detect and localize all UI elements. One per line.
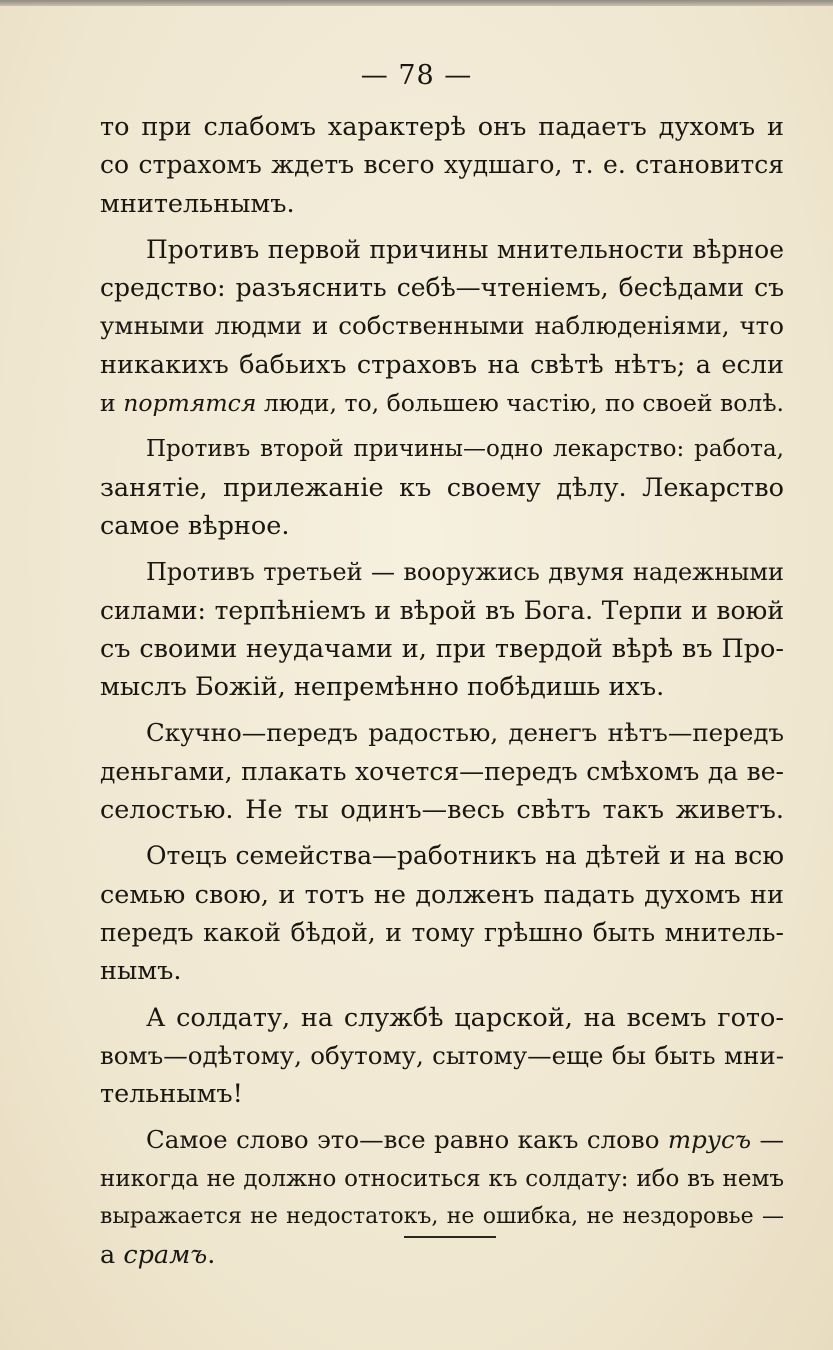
text-fragment: — [751, 1125, 784, 1155]
text-line: нымъ. [100, 956, 182, 987]
paragraph [100, 430, 784, 545]
text-line: Отецъ семейства—работникъ на дѣтей и на всю [146, 841, 784, 871]
text-fragment: Самое слово это—все равно какъ слово [146, 1125, 668, 1155]
text-line: семью свою, и тотъ не долженъ падать духомъ ни [100, 879, 784, 910]
text-fragment: люди, то, большею частію, по своей волѣ. [256, 389, 784, 418]
text-line: Противъ второй причины—одно лекарство: работа, [146, 436, 784, 463]
text-line: передъ какой бѣдой, и тому грѣшно быть мнитель- [100, 917, 784, 947]
paragraph [100, 837, 784, 990]
section-end-rule [404, 1236, 496, 1238]
text-line: выражается не недостатокъ, не ошибка, не нездоровье — [100, 1204, 784, 1230]
text-line: мнительнымъ. [100, 188, 295, 219]
paragraph [100, 231, 784, 422]
text-line [100, 1236, 784, 1274]
italic-emphasis: трусъ [667, 1125, 752, 1155]
text-fragment: . [207, 1240, 216, 1271]
text-line: со страхомъ ждетъ всего худшаго, т. е. становится [100, 150, 784, 180]
text-line: умными людми и собственными наблюденіями, что [100, 311, 784, 341]
text-line: Противъ первой причины мнительности вѣрное [146, 234, 784, 264]
text-line: мыслъ Божій, непремѣнно побѣдишь ихъ. [100, 672, 665, 703]
text-line: средство: разъяснить себѣ—чтеніемъ, бесѣдами съ [100, 273, 784, 303]
text-line: вомъ—одѣтому, обутому, сытому—еще бы быть мни- [100, 1040, 784, 1070]
text-fragment: а [100, 1240, 124, 1271]
text-line: тельнымъ! [100, 1079, 243, 1110]
body-text [100, 108, 784, 1275]
page-top-edge [0, 0, 833, 6]
text-line: съ своими неудачами и, при твердой вѣрѣ въ Про- [100, 633, 784, 664]
italic-emphasis: портятся [123, 389, 257, 418]
text-line: никакихъ бабьихъ страховъ на свѣтѣ нѣтъ; а если [100, 349, 784, 380]
text-line [100, 1121, 784, 1159]
text-line: то при слабомъ характерѣ онъ падаетъ духомъ и [100, 112, 784, 142]
paragraph [100, 553, 784, 706]
text-line: Скучно—передъ радостью, денегъ нѣтъ—передъ [146, 718, 784, 748]
text-line: Противъ третьей — вооружись двумя надежными [146, 558, 784, 587]
text-line: самое вѣрное. [100, 510, 290, 541]
text-fragment: и [100, 389, 124, 418]
paragraph [100, 714, 784, 829]
text-line: силами: терпѣніемъ и вѣрой въ Бога. Терпи и воюй [100, 595, 784, 625]
text-line: селостью. Не ты одинъ—весь свѣтъ такъ живетъ. [100, 795, 784, 826]
text-line: А солдату, на службѣ царской, на всемъ гото- [146, 1002, 784, 1033]
text-line: деньгами, плакать хочется—передъ смѣхомъ да ве- [100, 756, 784, 786]
page-number: — 78 — [360, 60, 473, 91]
paragraph [100, 999, 784, 1114]
paragraph [100, 108, 784, 223]
paragraph [100, 1121, 784, 1274]
text-line: занятіе, прилежаніе къ своему дѣлу. Лекарство [100, 472, 784, 503]
text-line: никогда не должно относиться къ солдату: ибо въ немъ [100, 1165, 784, 1192]
text-line [100, 384, 784, 422]
italic-emphasis: срамъ [123, 1240, 208, 1271]
